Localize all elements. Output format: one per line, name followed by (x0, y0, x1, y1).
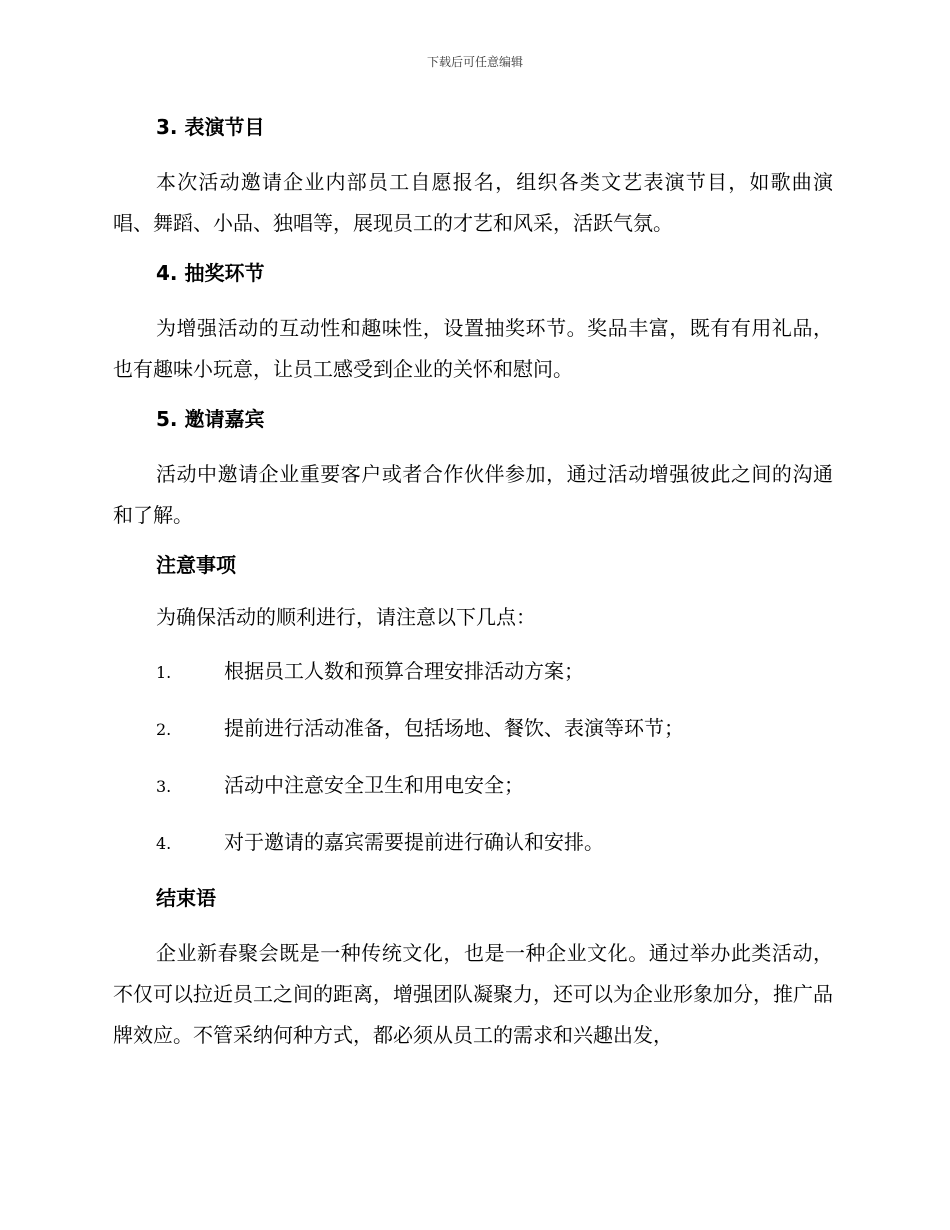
list-item-number: 3. (156, 777, 172, 796)
page-header-note: 下载后可任意编辑 (426, 55, 523, 69)
section-heading-performance: 3. 表演节目 (156, 115, 265, 139)
list-item-text: 提前进行活动准备，包括场地、餐饮、表演等环节； (224, 716, 684, 740)
section-heading-guests: 5. 邀请嘉宾 (156, 407, 265, 431)
list-item (113, 768, 833, 804)
list-item-text: 根据员工人数和预算合理安排活动方案； (224, 659, 584, 683)
list-item-number: 2. (156, 720, 172, 739)
list-item (113, 825, 833, 861)
section-body-conclusion: 企业新春聚会既是一种传统文化，也是一种企业文化。通过举办此类活动，不仅可以拉近员工之间的距离，增强团队凝聚力，还可以为企业形象加分，推广品牌效应。不管采纳何种方式，都必须从员工的需求和兴趣出发， (113, 941, 833, 1047)
section-heading-conclusion: 结束语 (156, 886, 216, 910)
section-body-lottery: 为增强活动的互动性和趣味性，设置抽奖环节。奖品丰富，既有有用礼品，也有趣味小玩意，让员工感受到企业的关怀和慰问。 (113, 316, 833, 381)
list-item-text: 活动中注意安全卫生和用电安全； (224, 773, 524, 797)
section-body-performance: 本次活动邀请企业内部员工自愿报名，组织各类文艺表演节目，如歌曲演唱、舞蹈、小品、独唱等，展现员工的才艺和风采，活跃气氛。 (113, 170, 833, 235)
section-heading-notes: 注意事项 (156, 553, 236, 577)
list-item-text: 对于邀请的嘉宾需要提前进行确认和安排。 (224, 830, 604, 854)
section-body-guests: 活动中邀请企业重要客户或者合作伙伴参加，通过活动增强彼此之间的沟通和了解。 (113, 462, 833, 527)
list-item-number: 1. (156, 663, 172, 682)
list-item (113, 654, 833, 690)
document-body (113, 110, 833, 1068)
list-item-number: 4. (156, 834, 172, 853)
notes-intro: 为确保活动的顺利进行，请注意以下几点： (156, 605, 536, 629)
notes-list (113, 654, 833, 861)
list-item (113, 711, 833, 747)
section-heading-lottery: 4. 抽奖环节 (156, 261, 265, 285)
